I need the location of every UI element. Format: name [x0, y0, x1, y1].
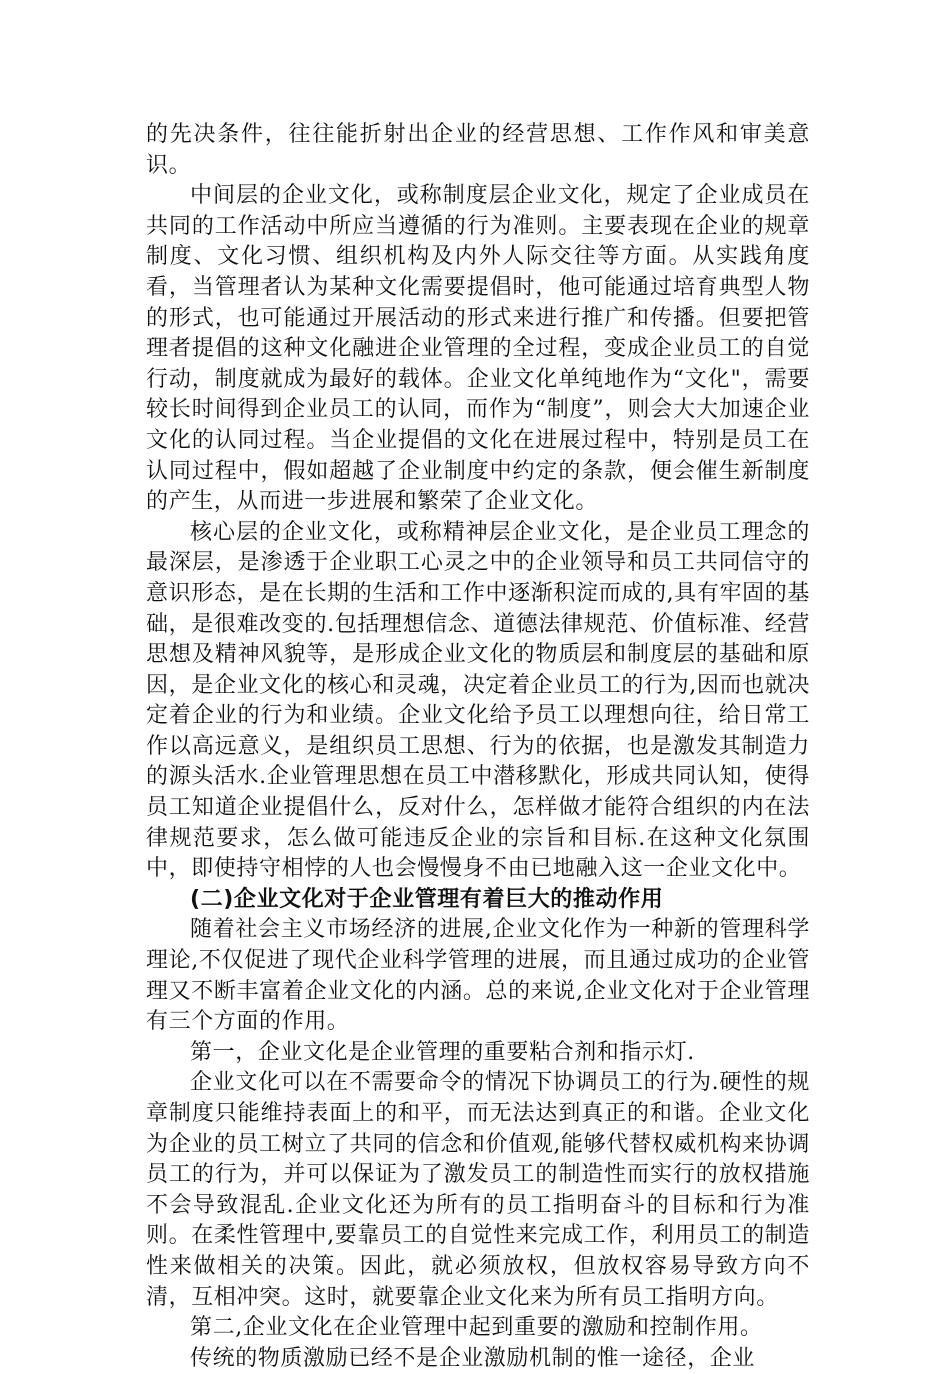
paragraph: 的先决条件，往往能折射出企业的经营思想、工作作风和审美意识。 — [146, 122, 810, 178]
paragraph: 传统的物质激励已经不是企业激励机制的惟一途径，企业 — [190, 1345, 756, 1371]
paragraph: 第一，企业文化是企业管理的重要粘合剂和指示灯. — [190, 1039, 695, 1065]
paragraph: 企业文化可以在不需要命令的情况下协调员工的行为.硬性的规章制度只能维持表面上的和平，而无法达到真正的和谐。企业文化为企业的员工树立了共同的信念和价值观,能够代替权威机构来协调员工的行为，并可以保证为了激发员工的制造性而实行的放权措施不会导致混乱.企业文化还为所有的员工指明奋斗的目标和行为准则。在柔性管理中,要靠员工的自觉性来完成工作，利用员工的制造性来做相关的决策。因此，就必须放权，但放权容易导致方向不清，互相冲突。这时，就要靠企业文化来为所有员工指明方向。 — [146, 1070, 810, 1310]
document-page — [146, 120, 810, 1374]
paragraph: 中间层的企业文化，或称制度层企业文化，规定了企业成员在共同的工作活动中所应当遵循的行为准则。主要表现在企业的规章制度、文化习惯、组织机构及内外人际交往等方面。从实践角度看，当管理者认为某种文化需要提倡时，他可能通过培育典型人物的形式，也可能通过开展活动的形式来进行推广和传播。但要把管理者提倡的这种文化融进企业管理的全过程，变成企业员工的自觉行动，制度就成为最好的载体。企业文化单纯地作为“文化"，需要较长时间得到企业员工的认同，而作为“制度”，则会大大加速企业文化的认同过程。当企业提倡的文化在进展过程中，特别是员工在认同过程中，假如超越了企业制度中约定的条款，便会催生新制度的产生，从而进一步进展和繁荣了企业文化。 — [146, 183, 810, 515]
paragraph: 随着社会主义市场经济的进展,企业文化作为一种新的管理科学理论,不仅促进了现代企业科学管理的进展，而且通过成功的企业管理又不断丰富着企业文化的内涵。总的来说,企业文化对于企业管理有三个方面的作用。 — [146, 917, 810, 1035]
paragraph: 第二,企业文化在企业管理中起到重要的激励和控制作用。 — [190, 1315, 763, 1341]
section-heading: (二)企业文化对于企业管理有着巨大的推动作用 — [190, 886, 664, 912]
paragraph: 核心层的企业文化，或称精神层企业文化，是企业员工理念的最深层，是渗透于企业职工心灵之中的企业领导和员工共同信守的意识形态，是在长期的生活和工作中逐渐积淀而成的,具有牢固的基础，是很难改变的.包括理想信念、道德法律规范、价值标准、经营思想及精神风貌等，是形成企业文化的物质层和制度层的基础和原因，是企业文化的核心和灵魂，决定着企业员工的行为,因而也就决定着企业的行为和业绩。企业文化给予员工以理想向往，给日常工作以高远意义，是组织员工思想、行为的依据，也是激发其制造力的源头活水.企业管理思想在员工中潜移默化，形成共同认知，使得员工知道企业提倡什么，反对什么，怎样做才能符合组织的内在法律规范要求，怎么做可能违反企业的宗旨和目标.在这种文化氛围中，即使持守相悖的人也会慢慢身不由已地融入这一企业文化中。 — [146, 519, 810, 882]
